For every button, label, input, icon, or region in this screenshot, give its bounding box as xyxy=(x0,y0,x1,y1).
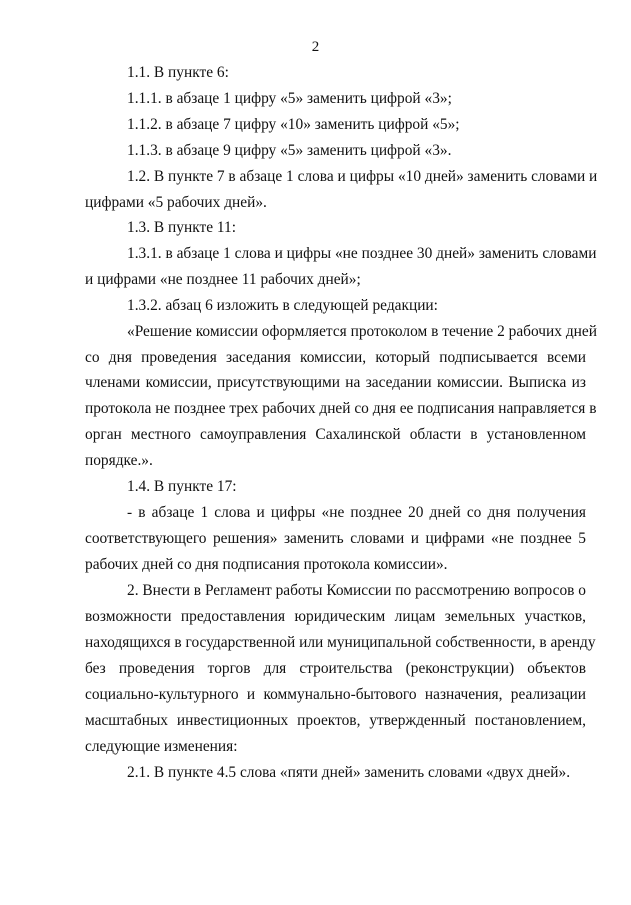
text-line: соответствующего решения» заменить словами и цифрами «не позднее 5 xyxy=(85,530,586,547)
text-line: 1.3.1. в абзаце 1 слова и цифры «не позднее 30 дней» заменить словами xyxy=(127,245,597,262)
text-line: следующие изменения: xyxy=(85,738,238,755)
text-line: 2. Внести в Регламент работы Комиссии по рассмотрению вопросов о xyxy=(127,582,586,599)
text-line: и цифрами «не позднее 11 рабочих дней»; xyxy=(85,271,361,288)
text-line: возможности предоставления юридическим лицам земельных участков, xyxy=(85,608,586,625)
text-line: цифрами «5 рабочих дней». xyxy=(85,194,267,211)
text-line: социально-культурного и коммунально-бытового назначения, реализации xyxy=(85,686,586,703)
text-line: 1.1.1. в абзаце 1 цифру «5» заменить цифрой «3»; xyxy=(127,90,452,107)
text-line: 1.4. В пункте 17: xyxy=(127,478,237,495)
text-line: 1.2. В пункте 7 в абзаце 1 слова и цифры «10 дней» заменить словами и xyxy=(127,168,598,185)
text-line: порядке.». xyxy=(85,452,153,469)
text-line: без проведения торгов для строительства (реконструкции) объектов xyxy=(85,660,586,677)
text-line: членами комиссии, присутствующими на заседании комиссии. Выписка из xyxy=(85,374,586,391)
text-line: орган местного самоуправления Сахалинской области в установленном xyxy=(85,426,586,443)
text-line: со дня проведения заседания комиссии, который подписывается всеми xyxy=(85,349,586,366)
text-line: рабочих дней со дня подписания протокола комиссии». xyxy=(85,556,448,573)
text-line: находящихся в государственной или муниципальной собственности, в аренду xyxy=(85,634,596,651)
page-number: 2 xyxy=(311,39,320,55)
text-line: масштабных инвестиционных проектов, утвержденный постановлением, xyxy=(85,712,586,729)
text-line: «Решение комиссии оформляется протоколом в течение 2 рабочих дней xyxy=(127,323,597,340)
text-line: - в абзаце 1 слова и цифры «не позднее 20 дней со дня получения xyxy=(127,504,586,521)
text-line: 1.1.3. в абзаце 9 цифру «5» заменить цифрой «3». xyxy=(127,142,452,159)
text-line: 1.1.2. в абзаце 7 цифру «10» заменить цифрой «5»; xyxy=(127,116,460,133)
text-line: протокола не позднее трех рабочих дней со дня ее подписания направляется в xyxy=(85,400,597,417)
text-line: 2.1. В пункте 4.5 слова «пяти дней» заменить словами «двух дней». xyxy=(127,764,571,781)
text-line: 1.3.2. абзац 6 изложить в следующей редакции: xyxy=(127,297,438,314)
text-line: 1.1. В пункте 6: xyxy=(127,64,229,81)
text-line: 1.3. В пункте 11: xyxy=(127,219,236,236)
